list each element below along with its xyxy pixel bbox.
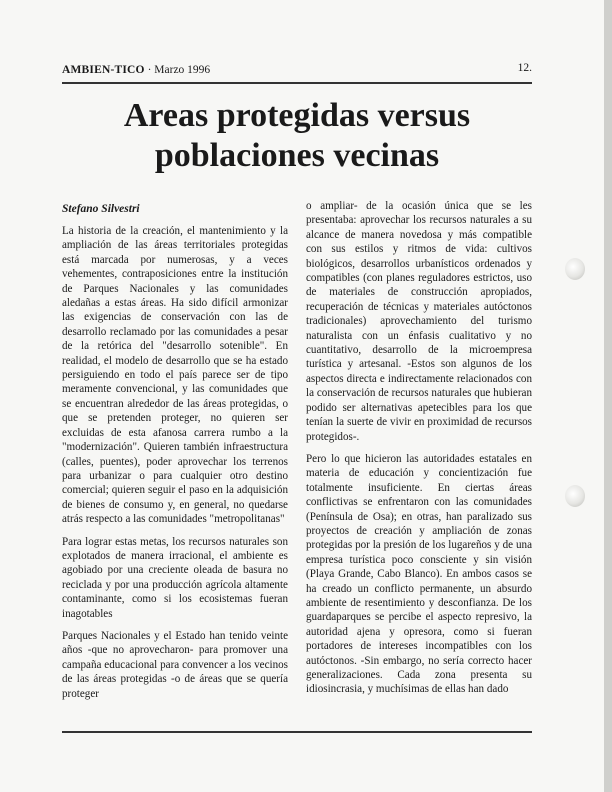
punch-hole-icon: [565, 258, 585, 280]
article-title: [62, 96, 532, 176]
publication-line: [62, 64, 210, 76]
right-column: [306, 199, 532, 705]
author-byline: Stefano Silvestri: [62, 203, 140, 215]
publication-date: · Marzo 1996: [147, 64, 211, 76]
footer-rule: [62, 731, 532, 733]
punch-hole-icon: [565, 485, 585, 507]
scan-edge: [604, 0, 612, 792]
paragraph: La historia de la creación, el mantenimiento y la ampliación de las áreas territoriales protegidas está marcada por numerosas, y a veces vehementes, contraposiciones entre la institución de Parques Nacionales y las comunidades aledañas a estas áreas. Ha sido difícil armonizar las exigencias de conservación con las de desarrollo reclamado por las comunidades a pesar de la retórica del "desarrollo sotenible". En realidad, el modelo de desarrollo que se ha estado persiguiendo en todo el país parece ser de tipo meramente convencional, y las comunidades que se encuentran alrededor de las áreas protegidas, o que se pretenden proteger, no quieren ser excluidas de esta afanosa carrera rumbo a la "modernización". Quieren también infraestructura (calles, puentes), poder aprovechar los terrenos para urbanizar o para cualquier otro destino comercial; quieren seguir el paso en la adquisición de bienes de consumo y, en general, no quedarse atrás respecto a las comunidades "metropolitanas": [62, 225, 288, 526]
page-number: 12.: [517, 62, 532, 74]
left-column: [62, 224, 288, 709]
paragraph: Para lograr estas metas, los recursos naturales son explotados de manera irracional, el ambiente es agobiado por una creciente oleada de basura no reciclada y por una producción agrícola altamente contaminante, como si los ecosistemas fueran inagotables: [62, 535, 288, 620]
publication-name: AMBIEN-TICO: [62, 64, 145, 76]
title-line-2: poblaciones vecinas: [154, 137, 440, 174]
paragraph: Pero lo que hicieron las autoridades estatales en materia de educación y concientización fue totalmente insuficiente. En ciertas áreas conflictivas se enfrentaron con las comunidades (Península de Osa); en otras, han paralizado sus proyectos de creación y ampliación de zonas protegidas por la presión de los lugareños y de una empresa turística poco consciente y sin visión (Playa Grande, Cabo Blanco). En ambos casos se ha creado un conflicto permanente, un absurdo ambiente de resentimiento y desconfianza. De los guardaparques se percibe el aspecto represivo, la autoridad ajena y opresora, como si fueran portadores de intereses incompatibles con los autóctonos. -Sin embargo, no sería correcto hacer generalizaciones. Cada zona presenta su idiosincrasia, y muchísimas de ellas han dado: [306, 452, 532, 696]
page-header: [62, 62, 532, 82]
header-rule: [62, 82, 532, 84]
paragraph: o ampliar- de la ocasión única que se les presentaba: aprovechar los recursos naturales a su alcance de manera novedosa y más compatible con sus estilos y ritmos de vida: cultivos biológicos, desarrollos urbanísticos ordenados y compatibles (con planes reguladores estrictos, uso de materiales de construcción apropiados, recuperación de técnicas y materiales autóctonos tradicionales) aprovechamiento del turismo naturalista con un énfasis cualitativo y no cuantitativo, desarrollo de la microempresa turística y artesanal. -Estos son algunos de los aspectos directa e indirectamente relacionados con la conservación de recursos naturales que hubieran podido ser alternativas apetecibles para los que tenían la suerte de vivir en proximidad de recursos protegidos-.: [306, 200, 532, 443]
paragraph: Parques Nacionales y el Estado han tenido veinte años -que no aprovecharon- para promover una campaña educacional para convencer a los vecinos de las áreas protegidas -o de áreas que se quería proteger: [62, 629, 288, 700]
title-line-1: Areas protegidas versus: [123, 97, 471, 134]
